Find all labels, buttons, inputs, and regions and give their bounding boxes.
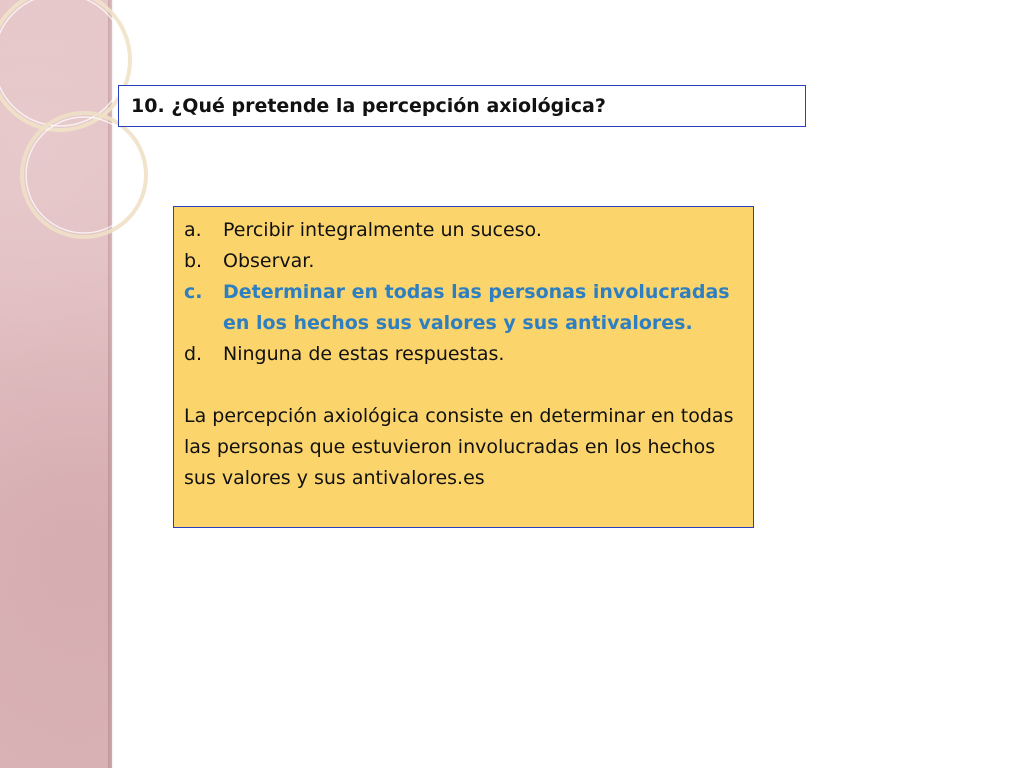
option-b-letter: b. bbox=[184, 250, 203, 272]
option-a-letter: a. bbox=[184, 219, 202, 241]
question-text: 10. ¿Qué pretende la percepción axiológica? bbox=[131, 95, 606, 117]
question-box bbox=[118, 85, 806, 127]
option-a bbox=[184, 215, 743, 246]
option-d bbox=[184, 339, 743, 370]
decorative-rings bbox=[0, 0, 160, 260]
option-d-letter: d. bbox=[184, 343, 203, 365]
decorative-ring-small bbox=[22, 113, 146, 237]
explanation-text: La percepción axiológica consiste en determinar en todas las personas que estuvieron involucradas en los hechos sus valores y sus antivalores.es bbox=[184, 405, 734, 489]
option-c-correct bbox=[184, 277, 743, 339]
decorative-ring-large-inner bbox=[0, 0, 126, 126]
option-c-text: Determinar en todas las personas involucradas en los hechos sus valores y sus antivalores. bbox=[223, 281, 730, 334]
option-b-text: Observar. bbox=[223, 250, 315, 272]
option-d-text: Ninguna de estas respuestas. bbox=[223, 343, 505, 365]
option-a-text: Percibir integralmente un suceso. bbox=[223, 219, 542, 241]
option-b bbox=[184, 246, 743, 277]
answer-box bbox=[173, 206, 754, 528]
decorative-ring-small-inner bbox=[26, 117, 142, 233]
option-c-letter: c. bbox=[184, 281, 203, 303]
decorative-ring-large bbox=[0, 0, 130, 130]
